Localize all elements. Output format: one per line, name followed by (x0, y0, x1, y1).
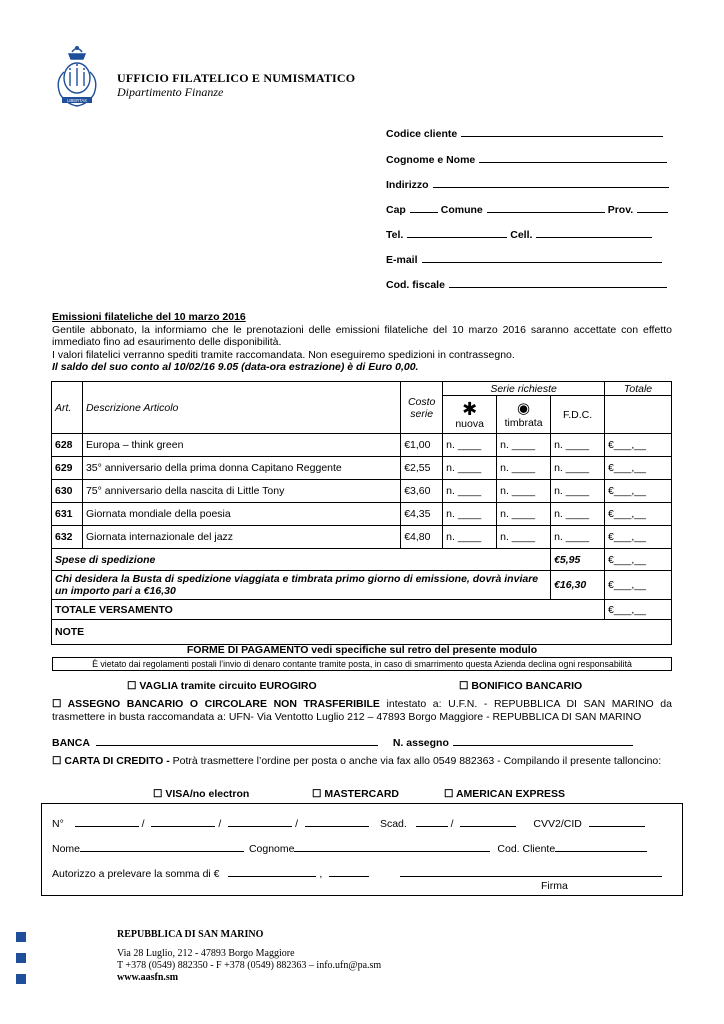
customer-cell-field[interactable] (536, 228, 652, 238)
total-payment-label: TOTALE VERSAMENTO (52, 600, 605, 620)
authorization-row: Autorizzo a prelevare la somma di € , (52, 867, 662, 880)
customer-name-label: Cognome e Nome (386, 154, 476, 166)
row-total-field[interactable]: €___,__ (605, 526, 672, 549)
intro-balance: Il saldo del suo conto al 10/02/16 9.05 (data-ora estrazione) è di Euro 0,00. (52, 361, 419, 373)
qty-timbrata-field[interactable]: n. ____ (497, 457, 551, 480)
holder-name-field[interactable] (80, 842, 244, 852)
article-row (52, 457, 672, 480)
fdc-shipping-label: Chi desidera la Busta di spedizione viaggiata e timbrata primo giorno di emissione, dovrà inviare un importo pari a €16,30 (52, 571, 551, 600)
article-description: Europa – think green (82, 434, 400, 457)
footer-republic-name: REPUBBLICA DI SAN MARINO (117, 929, 264, 940)
shipping-price: €5,95 (551, 549, 605, 571)
col-fdc-header: F.D.C. (551, 396, 605, 434)
mastercard-checkbox[interactable]: ☐ MASTERCARD (312, 788, 399, 800)
card-number-field-2[interactable] (151, 817, 215, 827)
bank-label: BANCA (52, 737, 90, 749)
intro-title: Emissioni filateliche del 10 marzo 2016 (52, 311, 246, 323)
customer-email-field[interactable] (422, 253, 662, 263)
article-price: €4,35 (401, 503, 443, 526)
assegno-text: intestato a: U.F.N. - REPUBBLICA DI SAN MARINO da trasmettere in busta raccomandata a: UFN- Via Ventotto Luglio 212 – 47893 Borgo Maggiore - REPUBBLICA DI SAN MARINO (52, 698, 672, 723)
col-total-header: Totale (605, 382, 672, 396)
qty-nuova-field[interactable]: n. ____ (443, 480, 497, 503)
amount-euro-field[interactable] (228, 867, 316, 877)
customer-comune-field[interactable] (487, 203, 605, 213)
bank-field[interactable] (96, 736, 378, 746)
serie-richieste-header: Serie richieste (443, 382, 605, 396)
credit-card-checkbox[interactable]: ☐ CARTA DI CREDITO - (52, 755, 170, 767)
qty-nuova-field[interactable]: n. ____ (443, 434, 497, 457)
bank-row (52, 736, 633, 749)
qty-fdc-field[interactable]: n. ____ (551, 457, 605, 480)
authorization-label: Autorizzo a prelevare la somma di € (52, 868, 220, 880)
qty-fdc-field[interactable]: n. ____ (551, 480, 605, 503)
col-nuova-header (443, 396, 497, 434)
col-timbrata-header (497, 396, 551, 434)
customer-cap-field[interactable] (410, 203, 438, 213)
holder-name-label: Nome (52, 843, 81, 855)
article-description: 35° anniversario della prima donna Capitano Reggente (82, 457, 400, 480)
customer-comune-label: Comune (440, 204, 483, 216)
credit-card-section (52, 755, 672, 768)
signature-label: Firma (541, 880, 568, 892)
total-payment-field[interactable]: €___,__ (605, 600, 672, 620)
holder-surname-label: Cognome (248, 843, 295, 855)
shipping-total-field[interactable]: €___,__ (605, 549, 672, 571)
card-number-field-4[interactable] (305, 817, 369, 827)
card-number-field-1[interactable] (75, 817, 139, 827)
asterisk-icon: ✱ (462, 398, 478, 419)
expiry-label: Scad. (379, 818, 407, 830)
card-details-box (41, 803, 683, 896)
client-code-label: Cod. Cliente (497, 843, 556, 855)
signature-field[interactable] (400, 867, 662, 877)
timbrata-label: timbrata (504, 417, 543, 429)
col-total-empty (605, 396, 672, 434)
customer-address-label: Indirizzo (386, 179, 429, 191)
customer-fiscal-label: Cod. fiscale (386, 279, 445, 291)
shipping-label: Spese di spedizione (52, 549, 551, 571)
article-description: 75° anniversario della nascita di Little Tony (82, 480, 400, 503)
credit-card-text: Potrà trasmettere l’ordine per posta o anche via fax allo 0549 882363 - Compilando il presente talloncino: (169, 755, 662, 767)
bonifico-checkbox[interactable]: ☐ BONIFICO BANCARIO (459, 680, 583, 692)
holder-surname-field[interactable] (294, 842, 490, 852)
notes-field[interactable] (52, 620, 672, 645)
assegno-number-field[interactable] (453, 736, 633, 746)
article-code: 631 (52, 503, 83, 526)
payment-title: FORME DI PAGAMENTO vedi specifiche sul retro del presente modulo (186, 644, 538, 656)
customer-tel-field[interactable] (407, 228, 507, 238)
footer-square-icon (16, 932, 26, 942)
postmark-icon: ◉ (517, 400, 531, 417)
article-price: €1,00 (401, 434, 443, 457)
customer-fiscal-field[interactable] (449, 278, 667, 288)
logo-libertas-text: LIBERTAS (67, 98, 87, 103)
card-number-row: N° / / / Scad. / CVV2/CID (52, 817, 645, 830)
card-holder-row (52, 842, 647, 855)
row-total-field[interactable]: €___,__ (605, 503, 672, 526)
customer-address-row (386, 178, 669, 191)
cvv-field[interactable] (589, 817, 645, 827)
customer-address-field[interactable] (433, 178, 669, 188)
nuova-label: nuova (455, 417, 484, 430)
assegno-section (52, 698, 672, 724)
intro-body: Gentile abbonato, la informiamo che le prenotazioni delle emissioni filateliche del 10 marzo 2016 saranno accettate con effetto immediato fino ad esaurimento delle disponibilità. (52, 323, 672, 348)
footer-contacts (117, 948, 381, 984)
customer-cap-row (386, 203, 668, 216)
qty-timbrata-field[interactable]: n. ____ (497, 434, 551, 457)
customer-phone-row (386, 228, 652, 241)
articles-table (51, 381, 672, 645)
article-code: 629 (52, 457, 83, 480)
amex-checkbox[interactable]: ☐ AMERICAN EXPRESS (444, 788, 566, 800)
footer-square-icon (16, 974, 26, 984)
customer-fiscal-row (386, 278, 667, 291)
qty-nuova-field[interactable]: n. ____ (443, 526, 497, 549)
row-total-field[interactable]: €___,__ (605, 457, 672, 480)
qty-fdc-field[interactable]: n. ____ (551, 503, 605, 526)
intro-section (52, 311, 672, 374)
footer-address: Via 28 Luglio, 212 - 47893 Borgo Maggiore (117, 948, 295, 959)
assegno-number-label: N. assegno (392, 737, 449, 749)
article-code: 630 (52, 480, 83, 503)
fdc-shipping-price: €16,30 (551, 571, 605, 600)
qty-timbrata-field[interactable]: n. ____ (497, 526, 551, 549)
customer-tel-label: Tel. (386, 229, 404, 241)
card-number-label: N° (52, 818, 64, 830)
card-number-field-3[interactable] (228, 817, 292, 827)
fdc-shipping-total-field[interactable]: €___,__ (605, 571, 672, 600)
visa-checkbox[interactable]: ☐ VISA/no electron (153, 788, 250, 800)
customer-code-field[interactable] (461, 127, 663, 137)
article-price: €2,55 (401, 457, 443, 480)
article-row (52, 526, 672, 549)
qty-timbrata-field[interactable]: n. ____ (497, 503, 551, 526)
col-description-header: Descrizione Articolo (82, 382, 400, 434)
article-price: €4,80 (401, 526, 443, 549)
office-subtitle: Dipartimento Finanze (117, 85, 224, 99)
customer-code-label: Codice cliente (386, 128, 458, 140)
qty-nuova-field[interactable]: n. ____ (443, 503, 497, 526)
customer-code-row (386, 127, 663, 140)
article-row (52, 503, 672, 526)
col-art-header: Art. (52, 382, 83, 434)
footer-website-link[interactable]: www.aasfn.sm (117, 972, 179, 983)
customer-cap-label: Cap (386, 204, 406, 216)
client-code-field[interactable] (555, 842, 647, 852)
expiry-year-field[interactable] (460, 817, 516, 827)
article-description: Giornata mondiale della poesia (82, 503, 400, 526)
san-marino-coat-of-arms-logo (52, 42, 102, 112)
article-price: €3,60 (401, 480, 443, 503)
article-code: 628 (52, 434, 83, 457)
office-title: UFFICIO FILATELICO E NUMISMATICO (117, 71, 356, 85)
col-cost-header: Costo serie (401, 382, 443, 434)
qty-nuova-field[interactable]: n. ____ (443, 457, 497, 480)
notes-label: NOTE (55, 626, 85, 638)
qty-fdc-field[interactable]: n. ____ (551, 526, 605, 549)
qty-fdc-field[interactable]: n. ____ (551, 434, 605, 457)
footer-square-icon (16, 953, 26, 963)
qty-timbrata-field[interactable]: n. ____ (497, 480, 551, 503)
intro-shipping-note: I valori filatelici verranno spediti tramite raccomandata. Non eseguiremo spedizioni in contrassegno. (52, 348, 515, 361)
customer-prov-label: Prov. (607, 204, 634, 216)
vaglia-checkbox[interactable]: ☐ VAGLIA tramite circuito EUROGIRO (127, 680, 317, 692)
customer-name-field[interactable] (479, 153, 667, 163)
customer-email-label: E-mail (386, 254, 418, 266)
cash-prohibited-notice: È vietato dai regolamenti postali l’invio di denaro contante tramite posta, in caso di smarrimento questa Azienda declina ogni responsabilità (52, 657, 672, 671)
row-total-field[interactable]: €___,__ (605, 434, 672, 457)
expiry-month-field[interactable] (416, 817, 448, 827)
customer-email-row (386, 253, 662, 266)
row-total-field[interactable]: €___,__ (605, 480, 672, 503)
customer-name-row (386, 153, 667, 166)
assegno-checkbox[interactable]: ☐ ASSEGNO BANCARIO O CIRCOLARE NON TRASFERIBILE (52, 698, 380, 710)
article-description: Giornata internazionale del jazz (82, 526, 400, 549)
article-code: 632 (52, 526, 83, 549)
cvv-label: CVV2/CID (533, 818, 582, 830)
customer-cell-label: Cell. (510, 229, 533, 241)
customer-prov-field[interactable] (637, 203, 668, 213)
article-row (52, 480, 672, 503)
footer-phone-email: T +378 (0549) 882350 - F +378 (0549) 882363 – info.ufn@pa.sm (117, 960, 382, 971)
article-row (52, 434, 672, 457)
amount-cents-field[interactable] (329, 867, 369, 877)
